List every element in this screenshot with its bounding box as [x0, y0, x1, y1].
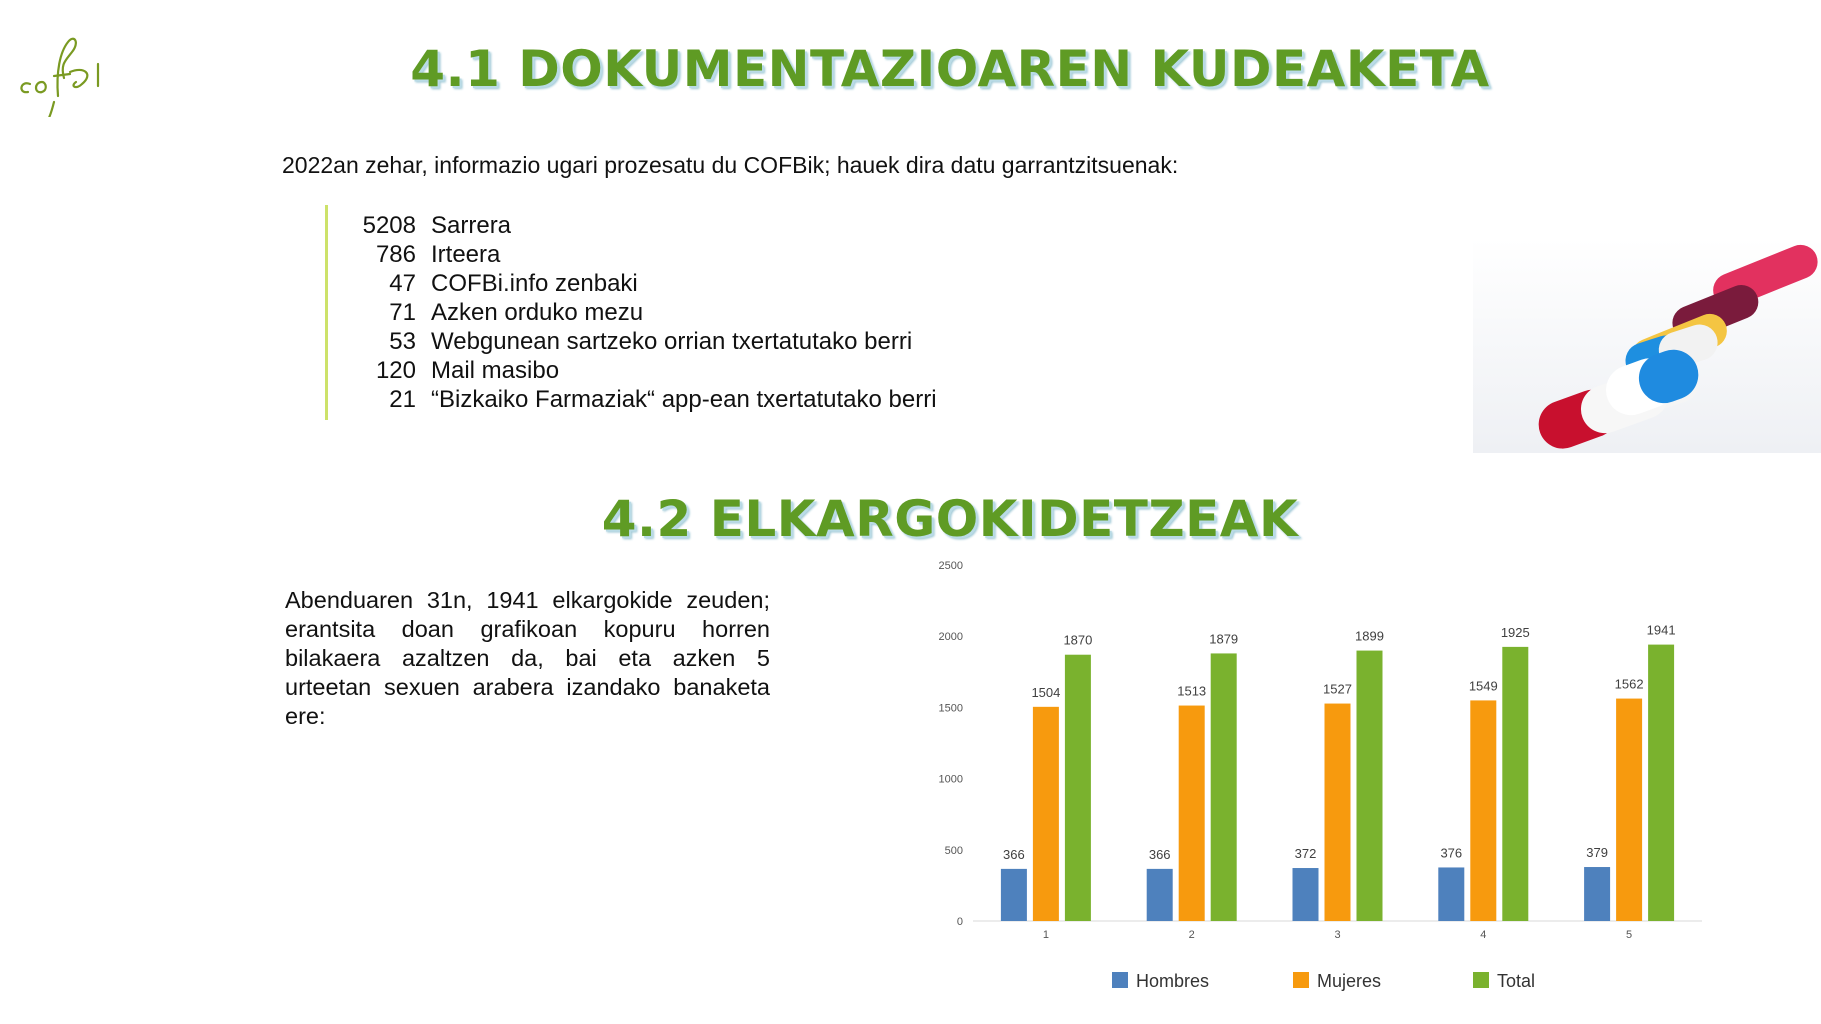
data-label: 1899 — [1355, 628, 1384, 644]
legend-swatch-total — [1473, 972, 1489, 988]
bar-total-3 — [1357, 651, 1383, 921]
bar-hombres-4 — [1438, 867, 1464, 921]
data-label: 1504 — [1031, 684, 1061, 700]
section-2-title: 4.2 ELKARGOKIDETZEAK — [601, 490, 1299, 548]
stat-label: Sarrera — [431, 212, 512, 239]
bar-mujeres-4 — [1470, 700, 1496, 921]
section-2-paragraph: Abenduaren 31n, 1941 elkargokide zeuden; erantsita doan grafikoan kopuru horren bilakaera azaltzen da, bai eta azken 5 urteetan sexuen arabera izandako banaketa ere: — [285, 587, 770, 729]
data-label: 1549 — [1468, 678, 1498, 694]
bar-hombres-2 — [1147, 869, 1173, 921]
pills-image — [1473, 238, 1821, 453]
y-tick-label: 2500 — [938, 560, 963, 572]
stat-label: Webgunean sartzeko orrian txertatutako berri — [431, 328, 913, 355]
x-tick-label: 2 — [1188, 929, 1195, 941]
list-item — [328, 356, 937, 385]
stat-value: 53 — [389, 328, 416, 355]
bar-hombres-3 — [1293, 868, 1319, 921]
legend-swatch-hombres — [1112, 972, 1128, 988]
legend-label-mujeres: Mujeres — [1317, 971, 1382, 991]
list-item — [328, 240, 937, 269]
data-label: 1941 — [1646, 622, 1676, 638]
stat-value: 786 — [375, 241, 416, 268]
stat-label: Azken orduko mezu — [431, 299, 644, 326]
stat-value: 71 — [389, 299, 416, 326]
stat-value: 47 — [389, 270, 416, 297]
data-label: 1870 — [1063, 632, 1093, 648]
stat-value: 21 — [389, 386, 416, 413]
list-item — [328, 385, 937, 414]
members-bar-chart — [920, 553, 1821, 1024]
y-tick-label: 1000 — [938, 773, 963, 786]
legend-label-total: Total — [1497, 971, 1536, 991]
data-label: 1513 — [1177, 683, 1207, 699]
bar-total-1 — [1065, 655, 1091, 921]
stat-label: “Bizkaiko Farmaziak“ app-ean txertatutako berri — [431, 386, 937, 413]
y-tick-label: 0 — [956, 916, 963, 928]
y-tick-label: 500 — [944, 844, 963, 857]
data-label: 1562 — [1614, 676, 1644, 692]
section-1-title: 4.1 DOKUMENTAZIOAREN KUDEAKETA — [410, 40, 1490, 98]
list-item — [328, 298, 937, 327]
bar-total-5 — [1648, 645, 1674, 921]
data-label: 1925 — [1500, 624, 1530, 640]
document-stats-list — [325, 205, 937, 420]
x-tick-label: 5 — [1626, 929, 1633, 941]
legend-swatch-mujeres — [1293, 972, 1309, 988]
y-tick-label: 2000 — [938, 631, 963, 644]
bar-mujeres-1 — [1033, 707, 1059, 921]
stat-label: Irteera — [431, 241, 501, 268]
data-label: 379 — [1586, 845, 1608, 861]
data-label: 1879 — [1209, 631, 1239, 647]
stat-label: COFBi.info zenbaki — [431, 270, 638, 297]
bar-mujeres-5 — [1616, 699, 1642, 921]
bar-total-2 — [1211, 653, 1237, 921]
x-tick-label: 4 — [1480, 929, 1487, 941]
bar-hombres-5 — [1584, 867, 1610, 921]
data-label: 1527 — [1323, 681, 1352, 697]
section-1-intro: 2022an zehar, informazio ugari prozesatu du COFBik; hauek dira datu garrantzitsuenak: — [282, 152, 1179, 178]
data-label: 366 — [1003, 846, 1025, 862]
stat-label: Mail masibo — [431, 357, 560, 384]
bar-total-4 — [1502, 647, 1528, 921]
list-item — [328, 327, 937, 356]
bar-mujeres-3 — [1325, 704, 1351, 921]
list-item — [328, 269, 937, 298]
stat-value: 5208 — [362, 212, 416, 239]
stat-value: 120 — [375, 357, 416, 384]
x-tick-label: 1 — [1042, 929, 1049, 941]
y-tick-label: 1500 — [938, 702, 963, 715]
legend-label-hombres: Hombres — [1136, 971, 1210, 991]
data-label: 376 — [1440, 845, 1463, 861]
list-item — [328, 211, 937, 240]
x-tick-label: 3 — [1334, 929, 1341, 941]
bar-mujeres-2 — [1179, 706, 1205, 921]
data-label: 366 — [1148, 846, 1171, 862]
data-label: 372 — [1294, 846, 1317, 862]
bar-hombres-1 — [1001, 869, 1027, 921]
